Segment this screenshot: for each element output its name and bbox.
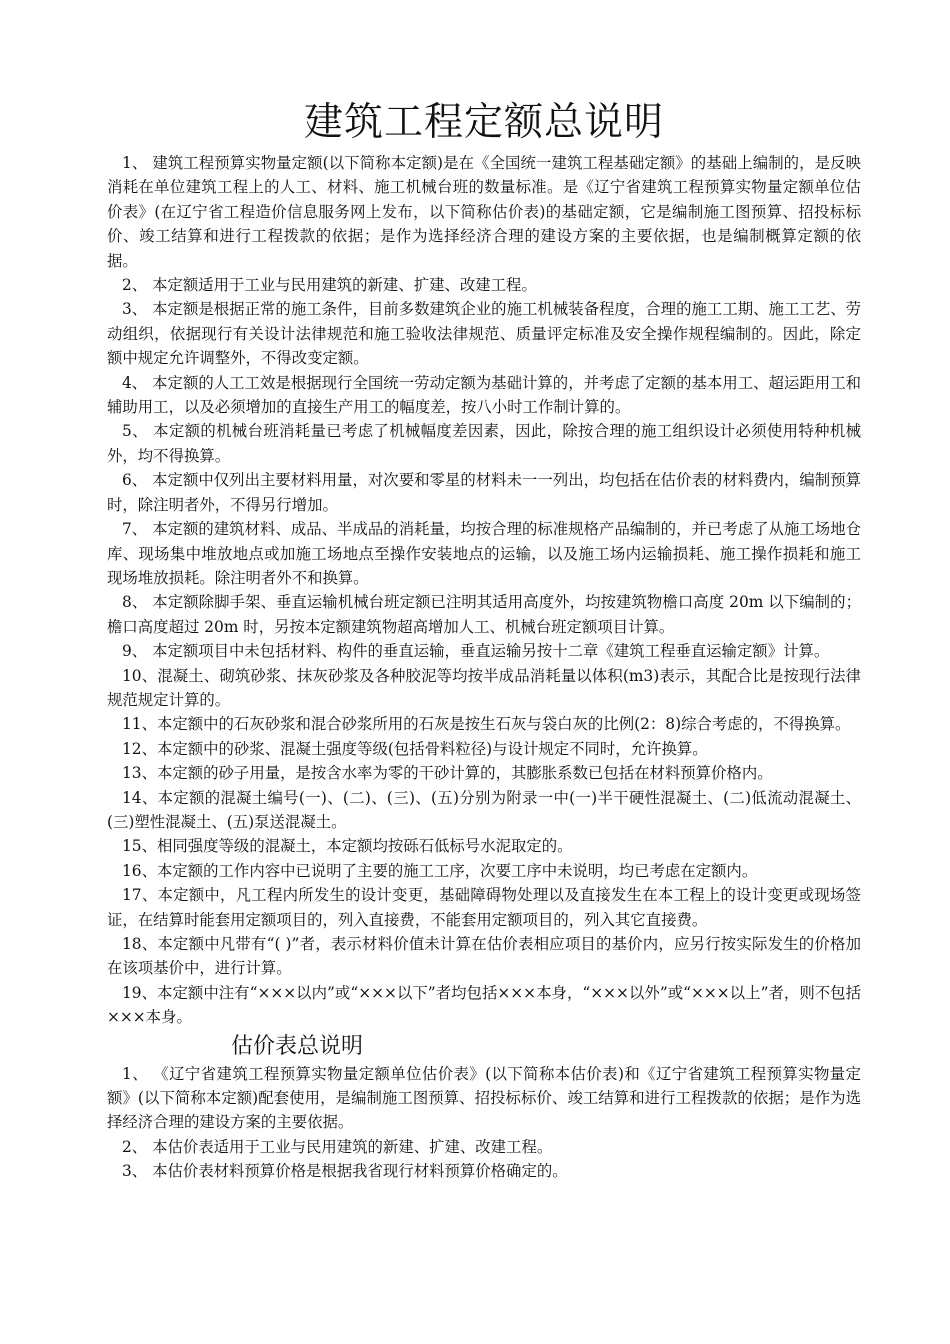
general-notes-section: [107, 151, 861, 1030]
paragraph-18: 18、本定额中凡带有“( )”者，表示材料价值未计算在估价表相应项目的基价内，应另行按实际发生的价格加在该项基价中，进行计算。: [107, 935, 861, 978]
paragraph-1: 1、 建筑工程预算实物量定额(以下简称本定额)是在《全国统一建筑工程基础定额》的基础上编制的，是反映消耗在单位建筑工程上的人工、材料、施工机械台班的数量标准。是《辽宁省建筑工程预算实物量定额单位估价表》(在辽宁省工程造价信息服务网上发布，以下简称估价表)的基础定额，它是编制施工图预算、招投标标价、竣工结算和进行工程拨款的依据；是作为选择经济合理的建设方案的主要依据，也是编制概算定额的依据。: [107, 154, 861, 270]
paragraph-9: 9、 本定额项目中未包括材料、构件的垂直运输，垂直运输另按十二章《建筑工程垂直运输定额》计算。: [122, 642, 830, 661]
document-page: [107, 96, 861, 1184]
paragraph-2: 2、 本定额适用于工业与民用建筑的新建、扩建、改建工程。: [122, 276, 537, 295]
paragraph-10: 10、混凝土、砌筑砂浆、抹灰砂浆及各种胶泥等均按半成品消耗量以体积(m3)表示，其配合比是按现行法律规范规定计算的。: [107, 666, 861, 709]
paragraph-8: 8、 本定额除脚手架、垂直运输机械台班定额已注明其适用高度外，均按建筑物檐口高度 20m 以下编制的；檐口高度超过 20m 时，另按本定额建筑物超高增加人工、机械台班定额项目计算。: [107, 593, 861, 636]
paragraph-16: 16、本定额的工作内容中已说明了主要的施工工序，次要工序中未说明，均已考虑在定额内。: [122, 861, 758, 880]
paragraph-19: 19、本定额中注有“×××以内”或“×××以下”者均包括×××本身，“×××以外”或“×××以上”者，则不包括×××本身。: [107, 983, 861, 1027]
paragraph-14: 14、本定额的混凝土编号(一)、(二)、(三)、(五)分别为附录一中(一)半干硬性混凝土、(二)低流动混凝土、(三)塑性混凝土、(五)泵送混凝土。: [107, 788, 861, 831]
paragraph-12: 12、本定额中的砂浆、混凝土强度等级(包括骨料粒径)与设计规定不同时，允许换算。: [122, 739, 708, 758]
paragraph-4: 4、 本定额的人工工效是根据现行全国统一劳动定额为基础计算的，并考虑了定额的基本用工、超运距用工和辅助用工，以及必须增加的直接生产用工的幅度差，按八小时工作制计算的。: [107, 373, 861, 417]
paragraph-13: 13、本定额的砂子用量，是按含水率为零的干砂计算的，其膨胀系数已包括在材料预算价格内。: [122, 764, 773, 783]
paragraph-6: 6、 本定额中仅列出主要材料用量，对次要和零星的材料未一一列出，均包括在估价表的材料费内，编制预算时，除注明者外，不得另行增加。: [107, 471, 861, 514]
section-subtitle: 估价表总说明: [231, 1033, 364, 1059]
paragraph-5: 5、 本定额的机械台班消耗量已考虑了机械幅度差因素，因此，除按合理的施工组织设计必须使用特种机械外，均不得换算。: [107, 422, 861, 465]
paragraph-11: 11、本定额中的石灰砂浆和混合砂浆所用的石灰是按生石灰与袋白灰的比例(2：8)综合考虑的，不得换算。: [122, 715, 851, 734]
paragraph-7: 7、 本定额的建筑材料、成品、半成品的消耗量，均按合理的标准规格产品编制的，并已考虑了从施工场地仓库、现场集中堆放地点或加施工场地点至操作安装地点的运输，以及施工场内运输损耗、施工操作损耗和施工现场堆放损耗。除注明者外不和换算。: [107, 520, 861, 587]
price-table-notes-section: [107, 1062, 861, 1184]
paragraph-15: 15、相同强度等级的混凝土，本定额均按砾石低标号水泥取定的。: [122, 837, 573, 856]
price-paragraph-3: 3、 本估价表材料预算价格是根据我省现行材料预算价格确定的。: [122, 1162, 568, 1181]
document-title: 建筑工程定额总说明: [303, 100, 664, 145]
price-paragraph-1: 1、 《辽宁省建筑工程预算实物量定额单位估价表》(以下简称本估价表)和《辽宁省建筑工程预算实物量定额》(以下简称本定额)配套使用，是编制施工图预算、招投标标价、竣工结算和进行工程拨款的依据；是作为选择经济合理的建设方案的主要依据。: [107, 1064, 861, 1132]
price-paragraph-2: 2、 本估价表适用于工业与民用建筑的新建、扩建、改建工程。: [122, 1137, 553, 1156]
paragraph-3: 3、 本定额是根据正常的施工条件，目前多数建筑企业的施工机械装备程度，合理的施工工期、施工工艺、劳动组织，依据现行有关设计法律规范和施工验收法律规范、质量评定标准及安全操作规程编制的。因此，除定额中规定允许调整外，不得改变定额。: [107, 300, 861, 368]
paragraph-17: 17、本定额中，凡工程内所发生的设计变更，基础障碍物处理以及直接发生在本工程上的设计变更或现场签证，在结算时能套用定额项目的，列入直接费，不能套用定额项目的，列入其它直接费。: [107, 886, 861, 929]
